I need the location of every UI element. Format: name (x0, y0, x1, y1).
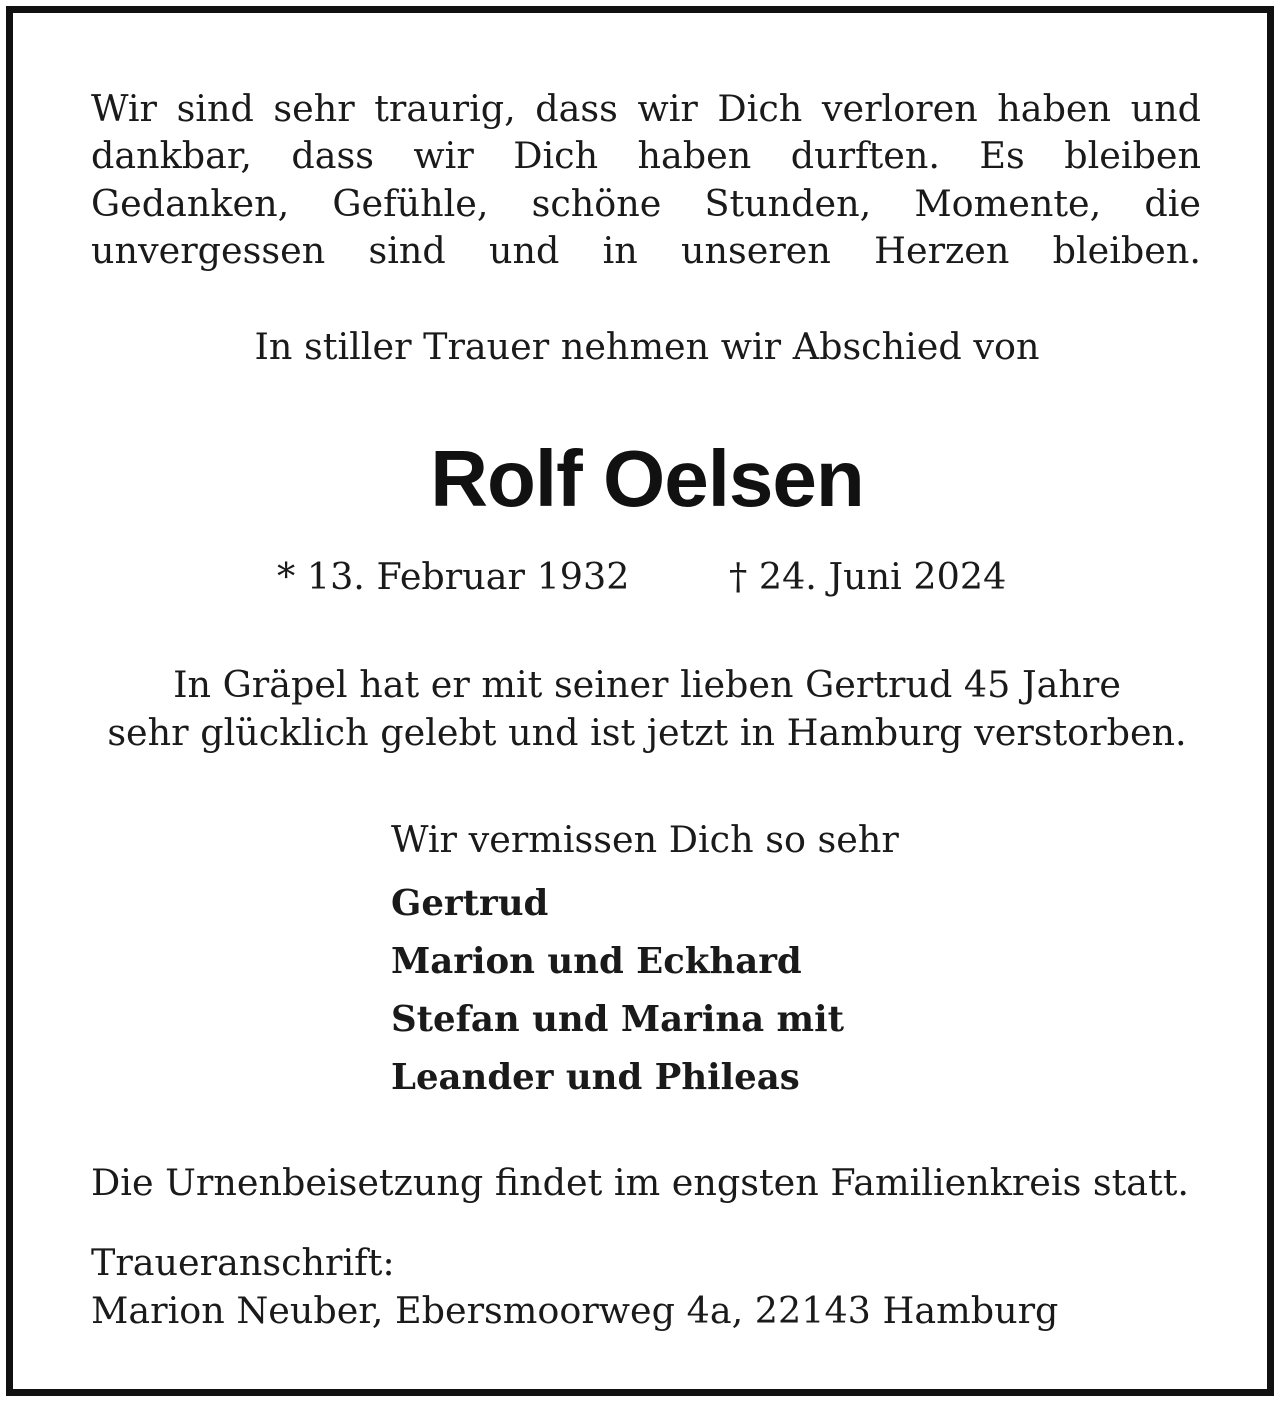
mourner-name: Stefan und Marina mit (391, 999, 844, 1040)
verse-line: Wir sind sehr traurig, dass wir Dich verloren haben und (91, 87, 1201, 130)
burial-note: Die Urnenbeisetzung findet im engsten Familienkreis statt. (91, 1161, 1189, 1204)
mourner-name: Marion und Eckhard (391, 941, 802, 982)
farewell-intro: In stiller Trauer nehmen wir Abschied von (254, 325, 1040, 368)
obituary-notice (6, 6, 1274, 1396)
mourner-name: Leander und Phileas (391, 1057, 800, 1098)
mourning-address (91, 1239, 1058, 1335)
verse-line: Gedanken, Gefühle, schöne Stunden, Momente, die (91, 181, 1201, 225)
address-value: Marion Neuber, Ebersmoorweg 4a, 22143 Hamburg (91, 1289, 1059, 1332)
life-statement (13, 661, 1280, 757)
deceased-name: Rolf Oelsen (430, 434, 864, 523)
birth-date: * 13. Februar 1932 (277, 555, 630, 598)
address-label: Traueranschrift: (91, 1241, 395, 1284)
opening-verse (91, 85, 1201, 274)
miss-line: Wir vermissen Dich so sehr (391, 818, 899, 861)
mourner-name: Gertrud (391, 883, 549, 924)
verse-line: unvergessen sind und in unseren Herzen bleiben. (91, 228, 1201, 272)
mourners-list (391, 875, 844, 1107)
death-date: † 24. Juni 2024 (729, 555, 1007, 598)
verse-line: dankbar, dass wir Dich haben durften. Es bleiben (91, 134, 1201, 178)
life-line: sehr glücklich gelebt und ist jetzt in Hamburg verstorben. (107, 711, 1187, 754)
life-line: In Gräpel hat er mit seiner lieben Gertrud 45 Jahre (173, 663, 1121, 706)
